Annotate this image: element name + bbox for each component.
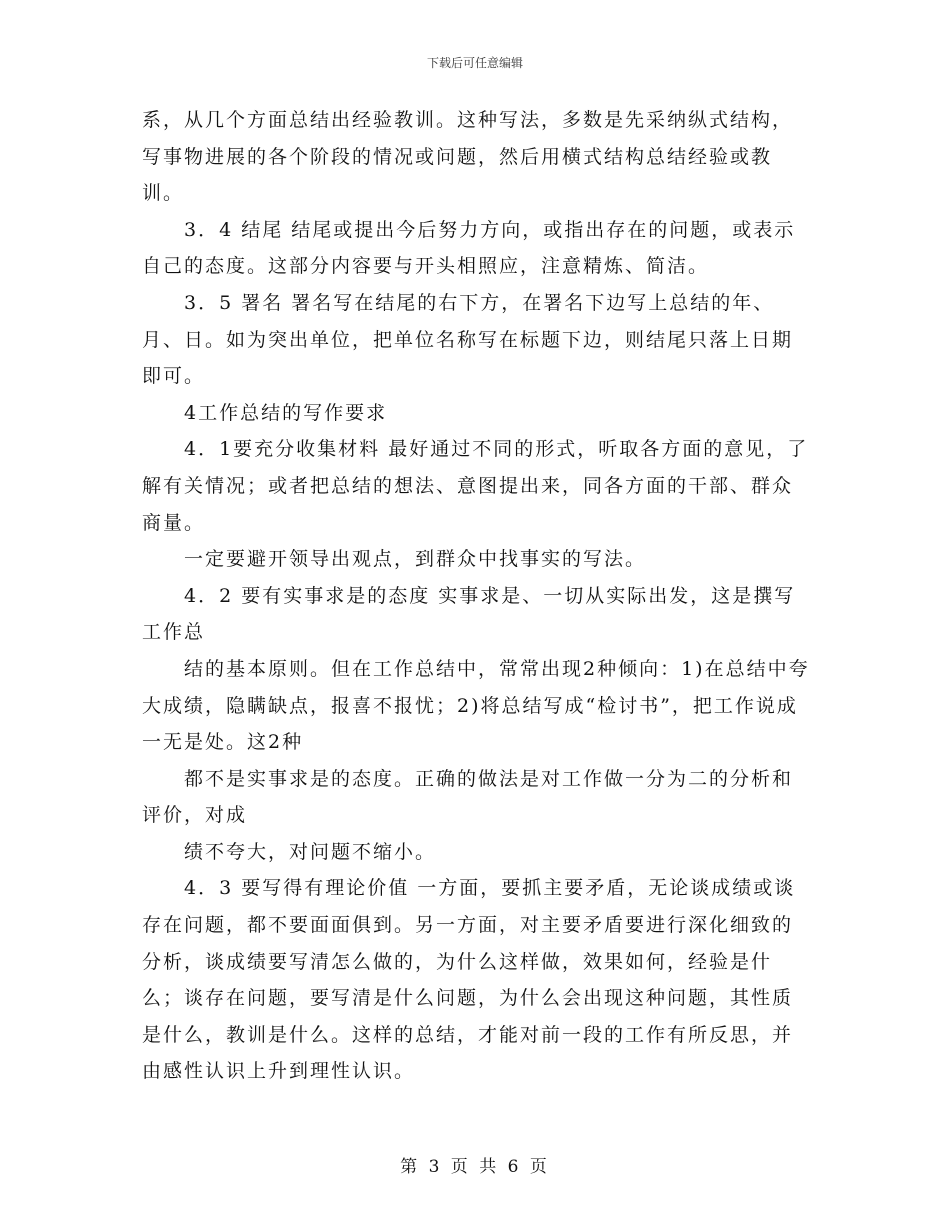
paragraph: 3．4 结尾 结尾或提出今后努力方向，或指出存在的问题，或表示自己的态度。这部分内容要与开头相照应，注意精炼、简洁。 (142, 218, 796, 278)
paragraph: 4．1要充分收集材料 最好通过不同的形式，听取各方面的意见，了解有关情况；或者把总结的想法、意图提出来，同各方面的干部、群众商量。 (142, 438, 809, 534)
page-header: 下载后可任意编辑 (426, 56, 523, 70)
paragraph: 一定要避开领导出观点，到群众中找事实的写法。 (184, 548, 647, 571)
section-heading: 4工作总结的写作要求 (184, 401, 388, 424)
paragraph: 4．2 要有实事求是的态度 实事求是、一切从实际出发，这是撰写工作总 (142, 584, 796, 644)
paragraph: 4．3 要写得有理论价值 一方面，要抓主要矛盾，无论谈成绩或谈存在问题，都不要面面俱到。另一方面，对主要矛盾要进行深化细致的分析，谈成绩要写清怎么做的，为什么这样做，效果如何，经验是什么；谈存在问题，要写清是什么问题，为什么会出现这种问题，其性质是什么，教训是什么。这样的总结，才能对前一段的工作有所反思，并由感性认识上升到理性认识。 (142, 877, 796, 1083)
paragraph: 都不是实事求是的态度。正确的做法是对工作做一分为二的分析和评价，对成 (142, 767, 794, 827)
paragraph: 结的基本原则。但在工作总结中，常常出现2种倾向：1)在总结中夸大成绩，隐瞒缺点，报喜不报忧；2)将总结写成“检讨书”，把工作说成一无是处。这2种 (142, 657, 810, 754)
paragraph: 绩不夸大，对问题不缩小。 (184, 840, 437, 863)
paragraph: 3．5 署名 署名写在结尾的右下方，在署名下边写上总结的年、月、日。如为突出单位，把单位名称写在标题下边，则结尾只落上日期即可。 (142, 291, 794, 388)
paragraph: 系，从几个方面总结出经验教训。这种写法，多数是先采纳纵式结构，写事物进展的各个阶段的情况或问题，然后用横式结构总结经验或教训。 (142, 109, 794, 205)
document-body (142, 102, 810, 1090)
page-number-footer: 第 3 页 共 6 页 (400, 1157, 550, 1177)
